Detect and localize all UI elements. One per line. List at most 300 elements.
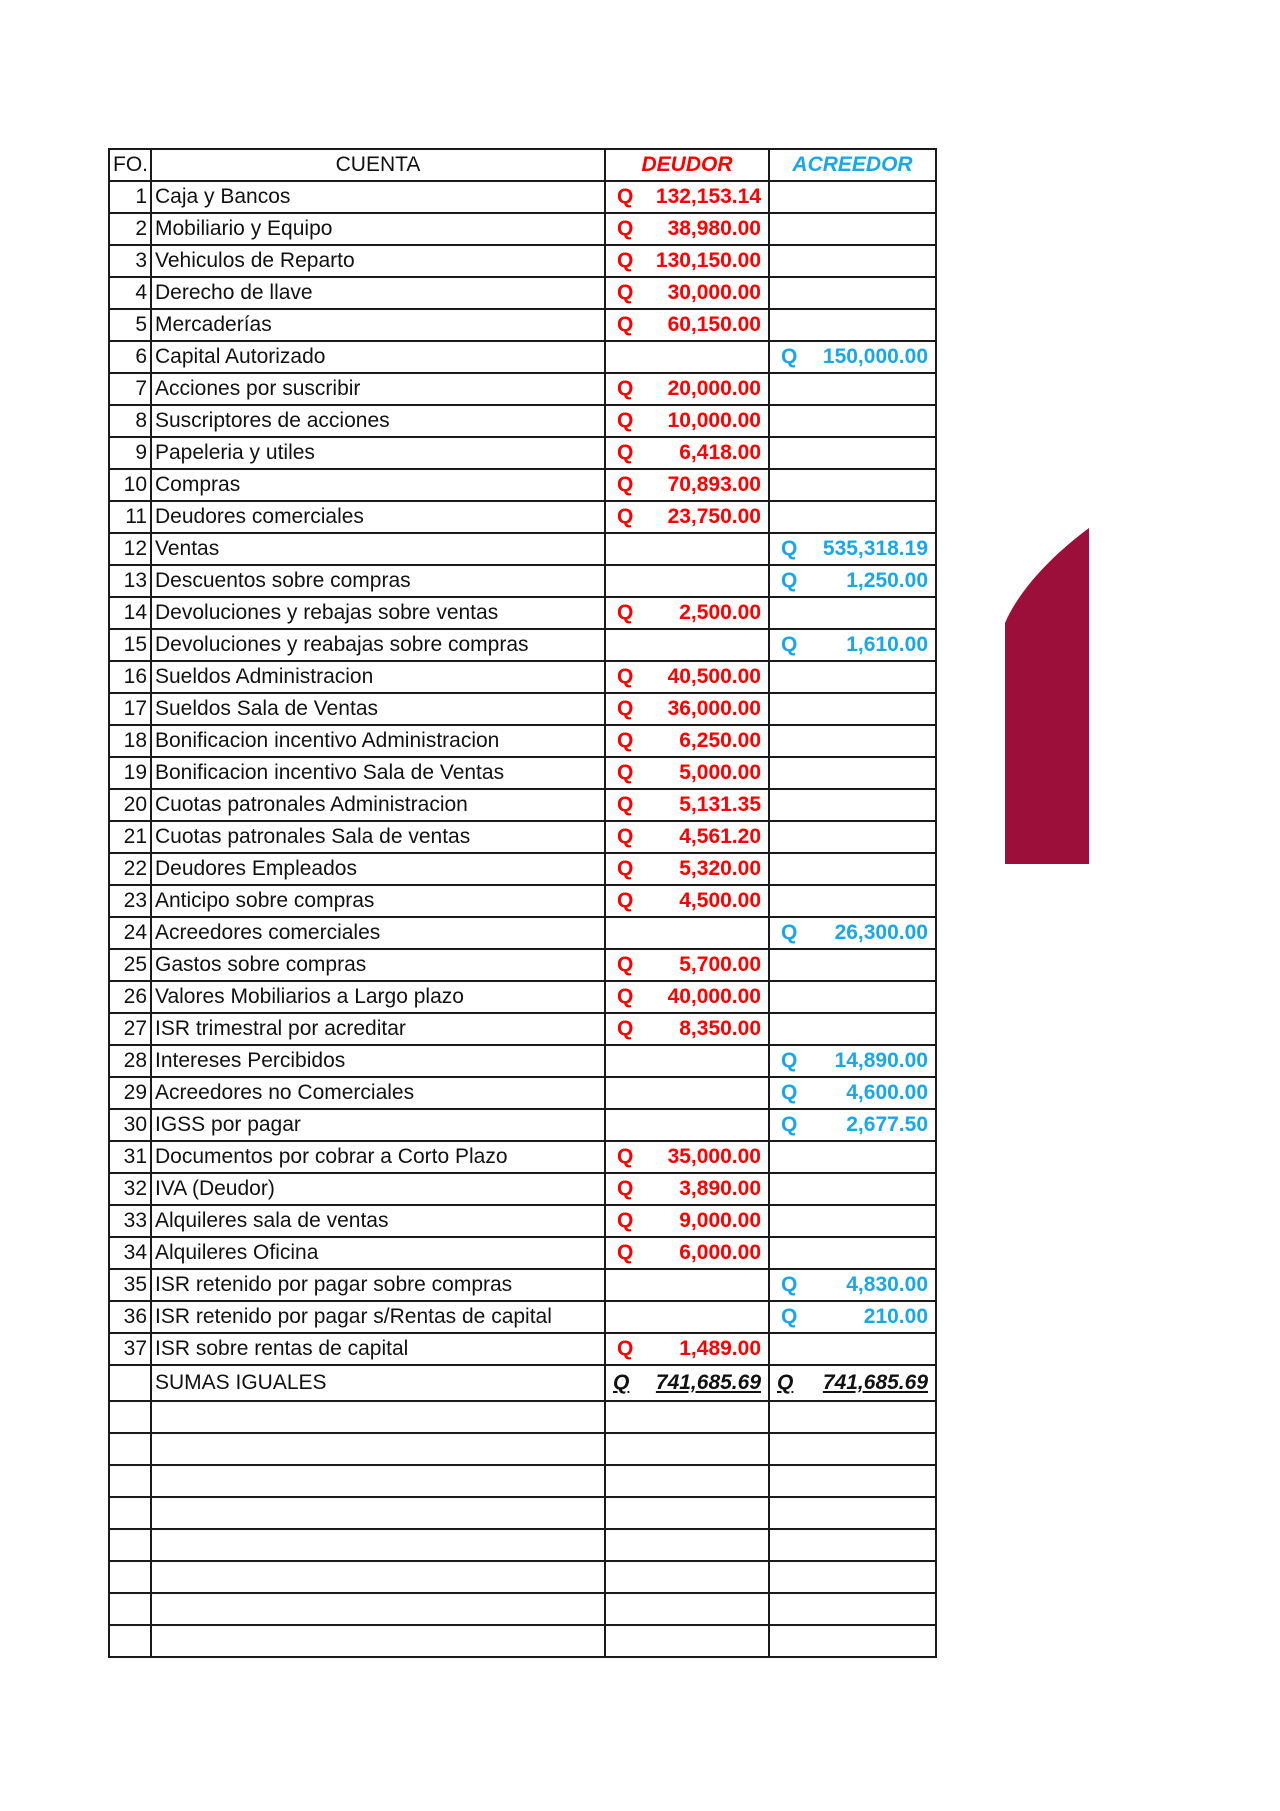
- account-row: [109, 469, 936, 501]
- account-name: Cuotas patronales Administracion: [151, 789, 605, 821]
- deudor-cell: [605, 405, 769, 437]
- deudor-value: 4,561.20: [679, 825, 761, 848]
- currency-symbol: Q: [617, 1017, 634, 1040]
- account-number: 24: [109, 917, 151, 949]
- acreedor-cell-empty: [769, 1205, 936, 1237]
- header-acreedor: ACREEDOR: [769, 149, 936, 181]
- deudor-value: 36,000.00: [667, 697, 761, 720]
- totals-fo-empty: [109, 1365, 151, 1401]
- total-acreedor-cell: [769, 1365, 936, 1401]
- totals-label: SUMAS IGUALES: [151, 1365, 605, 1401]
- currency-symbol: Q: [617, 377, 634, 400]
- account-row: [109, 501, 936, 533]
- currency-symbol: Q: [617, 857, 634, 880]
- account-name: Papeleria y utiles: [151, 437, 605, 469]
- account-number: 16: [109, 661, 151, 693]
- acreedor-cell-empty: [769, 1333, 936, 1365]
- account-name: Derecho de llave: [151, 277, 605, 309]
- account-name: Intereses Percibidos: [151, 1045, 605, 1077]
- currency-symbol: Q: [617, 729, 634, 752]
- currency-symbol: Q: [617, 953, 634, 976]
- acreedor-cell-empty: [769, 373, 936, 405]
- acreedor-cell-empty: [769, 757, 936, 789]
- totals-row: [109, 1365, 936, 1401]
- deudor-cell-empty: [605, 1077, 769, 1109]
- account-row: [109, 1077, 936, 1109]
- acreedor-amount: [773, 1047, 932, 1075]
- deudor-cell: [605, 1237, 769, 1269]
- deudor-value: 130,150.00: [655, 249, 761, 272]
- deudor-cell: [605, 725, 769, 757]
- currency-symbol: Q: [617, 249, 634, 272]
- currency-symbol: Q: [617, 217, 634, 240]
- blank-cell: [151, 1561, 605, 1593]
- deudor-cell: [605, 853, 769, 885]
- account-row: [109, 1237, 936, 1269]
- blank-row: [109, 1401, 936, 1433]
- acreedor-value: 14,890.00: [834, 1049, 928, 1072]
- blank-cell: [769, 1497, 936, 1529]
- blank-row: [109, 1465, 936, 1497]
- blank-cell: [109, 1401, 151, 1433]
- account-row: [109, 565, 936, 597]
- acreedor-cell-empty: [769, 277, 936, 309]
- acreedor-amount: [773, 1111, 932, 1139]
- account-name: Gastos sobre compras: [151, 949, 605, 981]
- deudor-amount: [609, 311, 765, 339]
- account-row: [109, 1269, 936, 1301]
- blank-cell: [151, 1465, 605, 1497]
- currency-symbol: Q: [617, 793, 634, 816]
- account-number: 19: [109, 757, 151, 789]
- account-name: Vehiculos de Reparto: [151, 245, 605, 277]
- blank-cell: [769, 1433, 936, 1465]
- acreedor-value: 2,677.50: [846, 1113, 928, 1136]
- blank-cell: [605, 1625, 769, 1657]
- account-name: IVA (Deudor): [151, 1173, 605, 1205]
- account-number: 6: [109, 341, 151, 373]
- acreedor-cell: [769, 533, 936, 565]
- account-number: 27: [109, 1013, 151, 1045]
- deudor-cell: [605, 213, 769, 245]
- blank-cell: [109, 1497, 151, 1529]
- deudor-amount: [609, 695, 765, 723]
- deudor-value: 4,500.00: [679, 889, 761, 912]
- account-row: [109, 1045, 936, 1077]
- account-number: 37: [109, 1333, 151, 1365]
- total-acreedor-value: 741,685.69: [822, 1371, 928, 1394]
- deudor-cell: [605, 885, 769, 917]
- deudor-cell: [605, 1013, 769, 1045]
- deudor-amount: [609, 663, 765, 691]
- deudor-cell: [605, 789, 769, 821]
- acreedor-amount: [773, 567, 932, 595]
- account-name: Bonificacion incentivo Sala de Ventas: [151, 757, 605, 789]
- deudor-cell: [605, 597, 769, 629]
- acreedor-cell-empty: [769, 949, 936, 981]
- account-row: [109, 949, 936, 981]
- deudor-cell-empty: [605, 533, 769, 565]
- account-name: Sueldos Sala de Ventas: [151, 693, 605, 725]
- deudor-amount: [609, 471, 765, 499]
- acreedor-value: 1,250.00: [846, 569, 928, 592]
- account-number: 2: [109, 213, 151, 245]
- deudor-amount: [609, 439, 765, 467]
- acreedor-amount: [773, 1079, 932, 1107]
- header-deudor: DEUDOR: [605, 149, 769, 181]
- currency-symbol: Q: [781, 569, 798, 592]
- account-number: 13: [109, 565, 151, 597]
- blank-cell: [109, 1465, 151, 1497]
- currency-symbol: Q: [617, 1241, 634, 1264]
- acreedor-cell-empty: [769, 213, 936, 245]
- deudor-cell: [605, 1141, 769, 1173]
- blank-cell: [605, 1561, 769, 1593]
- blank-cell: [605, 1593, 769, 1625]
- account-row: [109, 693, 936, 725]
- deudor-amount: [609, 1239, 765, 1267]
- account-row: [109, 757, 936, 789]
- deudor-cell: [605, 1205, 769, 1237]
- deudor-cell-empty: [605, 917, 769, 949]
- account-row: [109, 725, 936, 757]
- deudor-value: 5,131.35: [679, 793, 761, 816]
- blank-cell: [605, 1529, 769, 1561]
- account-row: [109, 1333, 936, 1365]
- blank-row: [109, 1593, 936, 1625]
- deudor-cell: [605, 661, 769, 693]
- account-name: Caja y Bancos: [151, 181, 605, 213]
- currency-symbol: Q: [617, 761, 634, 784]
- acreedor-value: 1,610.00: [846, 633, 928, 656]
- account-name: Deudores Empleados: [151, 853, 605, 885]
- blank-cell: [109, 1561, 151, 1593]
- account-row: [109, 789, 936, 821]
- deudor-amount: [609, 599, 765, 627]
- deudor-cell: [605, 981, 769, 1013]
- blank-cell: [605, 1497, 769, 1529]
- acreedor-amount: [773, 343, 932, 371]
- total-deudor-cell: [605, 1365, 769, 1401]
- blank-cell: [109, 1625, 151, 1657]
- acreedor-cell-empty: [769, 597, 936, 629]
- currency-symbol: Q: [781, 1081, 798, 1104]
- account-name: Ventas: [151, 533, 605, 565]
- account-name: Valores Mobiliarios a Largo plazo: [151, 981, 605, 1013]
- currency-symbol: Q: [781, 1305, 798, 1328]
- account-number: 23: [109, 885, 151, 917]
- currency-symbol: Q: [617, 185, 634, 208]
- total-deudor-amount: [609, 1369, 765, 1397]
- account-row: [109, 981, 936, 1013]
- deudor-amount: [609, 727, 765, 755]
- deudor-amount: [609, 951, 765, 979]
- account-name: Compras: [151, 469, 605, 501]
- deudor-value: 5,320.00: [679, 857, 761, 880]
- currency-symbol: Q: [617, 409, 634, 432]
- acreedor-cell-empty: [769, 885, 936, 917]
- acreedor-cell-empty: [769, 725, 936, 757]
- total-acreedor-amount: [773, 1369, 932, 1397]
- deudor-amount: [609, 759, 765, 787]
- deudor-value: 23,750.00: [667, 505, 761, 528]
- acreedor-cell-empty: [769, 821, 936, 853]
- currency-symbol: Q: [781, 921, 798, 944]
- blank-cell: [605, 1465, 769, 1497]
- account-row: [109, 437, 936, 469]
- account-name: ISR retenido por pagar sobre compras: [151, 1269, 605, 1301]
- deudor-value: 20,000.00: [667, 377, 761, 400]
- account-name: Acciones por suscribir: [151, 373, 605, 405]
- account-number: 33: [109, 1205, 151, 1237]
- currency-symbol: Q: [617, 889, 634, 912]
- deudor-amount: [609, 407, 765, 435]
- currency-symbol: Q: [617, 473, 634, 496]
- currency-symbol: Q: [781, 1049, 798, 1072]
- currency-symbol: Q: [617, 313, 634, 336]
- account-number: 36: [109, 1301, 151, 1333]
- header-fo: FO.: [109, 149, 151, 181]
- account-name: ISR sobre rentas de capital: [151, 1333, 605, 1365]
- currency-symbol: Q: [617, 1209, 634, 1232]
- account-row: [109, 597, 936, 629]
- blank-cell: [769, 1561, 936, 1593]
- account-number: 29: [109, 1077, 151, 1109]
- acreedor-cell-empty: [769, 853, 936, 885]
- deudor-cell: [605, 949, 769, 981]
- account-name: Acreedores comerciales: [151, 917, 605, 949]
- account-row: [109, 181, 936, 213]
- deudor-value: 40,000.00: [667, 985, 761, 1008]
- trial-balance-table: [108, 148, 937, 1658]
- account-row: [109, 533, 936, 565]
- currency-symbol: Q: [617, 697, 634, 720]
- account-number: 18: [109, 725, 151, 757]
- account-row: [109, 917, 936, 949]
- account-name: Anticipo sobre compras: [151, 885, 605, 917]
- currency-symbol: Q: [613, 1371, 630, 1394]
- currency-symbol: Q: [617, 1337, 634, 1360]
- account-row: [109, 885, 936, 917]
- deudor-cell: [605, 821, 769, 853]
- deudor-value: 8,350.00: [679, 1017, 761, 1040]
- deudor-value: 70,893.00: [667, 473, 761, 496]
- account-name: Cuotas patronales Sala de ventas: [151, 821, 605, 853]
- acreedor-cell: [769, 1269, 936, 1301]
- deudor-amount: [609, 1175, 765, 1203]
- deudor-value: 3,890.00: [679, 1177, 761, 1200]
- account-name: Devoluciones y rebajas sobre ventas: [151, 597, 605, 629]
- deudor-amount: [609, 1015, 765, 1043]
- acreedor-cell: [769, 1077, 936, 1109]
- account-number: 5: [109, 309, 151, 341]
- account-number: 26: [109, 981, 151, 1013]
- acreedor-cell-empty: [769, 1013, 936, 1045]
- acreedor-cell-empty: [769, 789, 936, 821]
- account-number: 7: [109, 373, 151, 405]
- acreedor-cell-empty: [769, 981, 936, 1013]
- account-row: [109, 373, 936, 405]
- account-name: Devoluciones y reabajas sobre compras: [151, 629, 605, 661]
- blank-cell: [769, 1593, 936, 1625]
- deudor-value: 1,489.00: [679, 1337, 761, 1360]
- currency-symbol: Q: [617, 441, 634, 464]
- blank-cell: [151, 1497, 605, 1529]
- account-number: 14: [109, 597, 151, 629]
- acreedor-amount: [773, 631, 932, 659]
- acreedor-cell-empty: [769, 469, 936, 501]
- blank-cell: [151, 1625, 605, 1657]
- deudor-amount: [609, 823, 765, 851]
- blank-cell: [605, 1401, 769, 1433]
- blank-cell: [769, 1465, 936, 1497]
- currency-symbol: Q: [617, 281, 634, 304]
- account-name: Mercaderías: [151, 309, 605, 341]
- acreedor-amount: [773, 535, 932, 563]
- blank-cell: [109, 1433, 151, 1465]
- acreedor-cell-empty: [769, 661, 936, 693]
- acreedor-value: 150,000.00: [822, 345, 928, 368]
- blank-cell: [151, 1529, 605, 1561]
- deudor-cell-empty: [605, 1301, 769, 1333]
- currency-symbol: Q: [781, 1113, 798, 1136]
- acreedor-cell: [769, 1301, 936, 1333]
- account-name: Documentos por cobrar a Corto Plazo: [151, 1141, 605, 1173]
- account-name: Alquileres sala de ventas: [151, 1205, 605, 1237]
- blank-cell: [109, 1529, 151, 1561]
- account-row: [109, 213, 936, 245]
- account-number: 4: [109, 277, 151, 309]
- acreedor-cell-empty: [769, 693, 936, 725]
- deudor-amount: [609, 887, 765, 915]
- deudor-amount: [609, 247, 765, 275]
- account-name: Alquileres Oficina: [151, 1237, 605, 1269]
- deudor-amount: [609, 215, 765, 243]
- acreedor-cell: [769, 1045, 936, 1077]
- account-name: Suscriptores de acciones: [151, 405, 605, 437]
- account-name: Mobiliario y Equipo: [151, 213, 605, 245]
- deudor-amount: [609, 375, 765, 403]
- account-number: 28: [109, 1045, 151, 1077]
- acreedor-value: 4,600.00: [846, 1081, 928, 1104]
- account-row: [109, 853, 936, 885]
- deudor-value: 30,000.00: [667, 281, 761, 304]
- deudor-value: 6,418.00: [679, 441, 761, 464]
- deudor-amount: [609, 983, 765, 1011]
- decorative-maroon-shape: [1005, 528, 1089, 864]
- account-name: Bonificacion incentivo Administracion: [151, 725, 605, 757]
- account-row: [109, 1109, 936, 1141]
- header-cuenta: CUENTA: [151, 149, 605, 181]
- account-name: IGSS por pagar: [151, 1109, 605, 1141]
- account-number: 10: [109, 469, 151, 501]
- account-row: [109, 821, 936, 853]
- account-number: 31: [109, 1141, 151, 1173]
- acreedor-value: 535,318.19: [822, 537, 928, 560]
- acreedor-cell: [769, 565, 936, 597]
- total-deudor-value: 741,685.69: [655, 1371, 761, 1394]
- deudor-cell-empty: [605, 629, 769, 661]
- deudor-value: 38,980.00: [667, 217, 761, 240]
- deudor-amount: [609, 279, 765, 307]
- acreedor-cell: [769, 341, 936, 373]
- deudor-cell-empty: [605, 1109, 769, 1141]
- acreedor-cell-empty: [769, 437, 936, 469]
- deudor-value: 6,000.00: [679, 1241, 761, 1264]
- blank-row: [109, 1433, 936, 1465]
- deudor-amount: [609, 791, 765, 819]
- acreedor-cell-empty: [769, 245, 936, 277]
- account-number: 32: [109, 1173, 151, 1205]
- deudor-cell: [605, 277, 769, 309]
- deudor-cell: [605, 1173, 769, 1205]
- acreedor-cell-empty: [769, 405, 936, 437]
- account-number: 15: [109, 629, 151, 661]
- deudor-value: 5,700.00: [679, 953, 761, 976]
- deudor-cell: [605, 309, 769, 341]
- deudor-amount: [609, 1143, 765, 1171]
- currency-symbol: Q: [617, 1177, 634, 1200]
- blank-cell: [151, 1593, 605, 1625]
- deudor-cell: [605, 245, 769, 277]
- account-row: [109, 277, 936, 309]
- deudor-cell-empty: [605, 565, 769, 597]
- blank-row: [109, 1561, 936, 1593]
- blank-cell: [151, 1401, 605, 1433]
- currency-symbol: Q: [781, 537, 798, 560]
- header-row: [109, 149, 936, 181]
- currency-symbol: Q: [617, 665, 634, 688]
- account-number: 25: [109, 949, 151, 981]
- deudor-value: 6,250.00: [679, 729, 761, 752]
- account-number: 21: [109, 821, 151, 853]
- account-name: Acreedores no Comerciales: [151, 1077, 605, 1109]
- blank-cell: [151, 1433, 605, 1465]
- deudor-cell-empty: [605, 1269, 769, 1301]
- account-number: 35: [109, 1269, 151, 1301]
- acreedor-cell: [769, 917, 936, 949]
- account-number: 1: [109, 181, 151, 213]
- currency-symbol: Q: [781, 1273, 798, 1296]
- blank-cell: [605, 1433, 769, 1465]
- account-row: [109, 1301, 936, 1333]
- deudor-value: 132,153.14: [655, 185, 761, 208]
- account-row: [109, 1205, 936, 1237]
- account-number: 8: [109, 405, 151, 437]
- maroon-shape-fill: [1005, 528, 1089, 864]
- acreedor-cell-empty: [769, 1141, 936, 1173]
- account-number: 30: [109, 1109, 151, 1141]
- currency-symbol: Q: [777, 1371, 794, 1394]
- acreedor-value: 26,300.00: [834, 921, 928, 944]
- deudor-value: 10,000.00: [667, 409, 761, 432]
- deudor-cell-empty: [605, 1045, 769, 1077]
- account-number: 9: [109, 437, 151, 469]
- currency-symbol: Q: [617, 825, 634, 848]
- acreedor-cell-empty: [769, 309, 936, 341]
- acreedor-cell-empty: [769, 501, 936, 533]
- blank-row: [109, 1497, 936, 1529]
- deudor-value: 35,000.00: [667, 1145, 761, 1168]
- currency-symbol: Q: [617, 601, 634, 624]
- blank-row: [109, 1625, 936, 1657]
- currency-symbol: Q: [781, 633, 798, 656]
- blank-cell: [769, 1529, 936, 1561]
- blank-cell: [109, 1593, 151, 1625]
- deudor-cell: [605, 181, 769, 213]
- deudor-cell: [605, 501, 769, 533]
- deudor-cell: [605, 757, 769, 789]
